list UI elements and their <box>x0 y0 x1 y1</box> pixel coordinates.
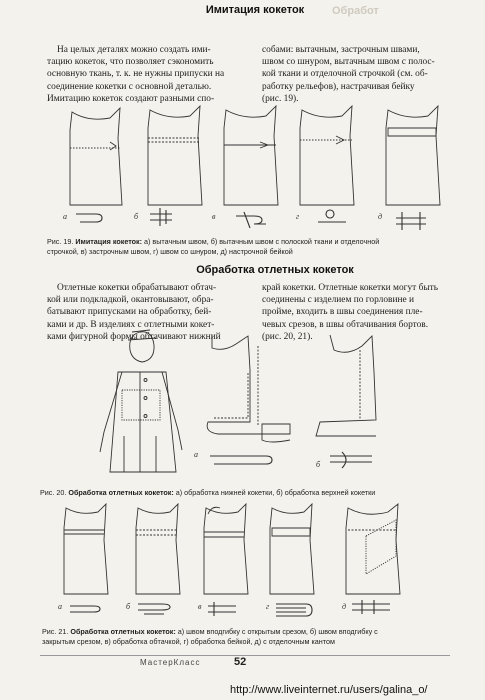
footer-brand: МастерКласс <box>140 658 201 667</box>
text-line: На целых деталях можно создать ими- <box>57 45 211 55</box>
text-line: чевых срезов, в швы обтачивания бортов. <box>262 319 429 330</box>
text-line: тацию кокеток, что позволяет сэкономить <box>47 57 214 68</box>
fig19-letter-v: в <box>212 212 216 221</box>
caption-bold: Обработка отлетных кокеток: <box>68 488 174 497</box>
fig21-letter-b: б <box>126 602 131 611</box>
caption-bold: Обработка отлетных кокеток: <box>70 627 176 636</box>
caption-text: а) обработка нижней кокетки, б) обработка верхней кокетки <box>173 488 376 497</box>
fig19-letter-d: д <box>378 212 383 221</box>
page-number: 52 <box>234 656 247 668</box>
text-line: ками фигурной формы обтачивают нижний <box>47 331 221 342</box>
fig19-letter-b: б <box>134 212 139 221</box>
caption-bold: Имитация кокеток: <box>75 237 143 246</box>
text-line: собами: вытачным, застрочным швами, <box>262 45 420 55</box>
text-line: основную ткань, т. к. не нужны припуски на <box>47 69 225 80</box>
text-line: Имитацию кокеток создают разными спо- <box>47 93 215 104</box>
text-line: кой или подкладкой, окантовывают, обра- <box>47 295 214 306</box>
caption-text: а) швом вподгибку с открытым срезом, б) швом вподгибку с <box>175 627 378 636</box>
caption-text: а) вытачным швом, б) вытачным швом с полоской ткани и отделочной <box>142 237 380 246</box>
fig20-letter-a: а <box>194 450 198 459</box>
text-line: соединены с изделием по горловине и <box>262 295 415 306</box>
bleed-through-header: Обработ <box>332 5 379 17</box>
caption-text: строчкой, в) застрочным швом, г) швом со шнуром, д) настрочной бейкой <box>47 247 293 256</box>
caption-text: закрытым срезом, в) обработка обтачкой, г) обработка бейкой, д) с отделочным кантом <box>42 637 335 646</box>
fig19-letter-g: г <box>296 212 300 221</box>
text-line: (рис. 20, 21). <box>262 331 313 342</box>
text-line: (рис. 19). <box>262 93 299 104</box>
fig21-letter-d: д <box>342 602 347 611</box>
text-line: пройме, входить в швы соединения пле- <box>262 307 423 318</box>
fig21-letter-v: в <box>198 602 202 611</box>
fig21-letter-g: г <box>266 602 270 611</box>
text-line: край кокетки. Отлетные кокетки могут быть <box>262 283 439 293</box>
fig21-pattern-a <box>64 504 108 594</box>
section-title-flying-yokes: Обработка отлетных кокеток <box>196 264 354 276</box>
caption-lead: Рис. 19. <box>47 237 76 246</box>
fig21-pattern-b <box>136 504 180 594</box>
fig21-pattern-v <box>204 504 248 594</box>
text-line: швом со шнуром, вытачным швом с полос- <box>262 57 435 68</box>
fig21-pattern-d <box>346 504 400 594</box>
fig21-pattern-g <box>270 504 314 594</box>
text-line: батывают припусками на обработку, бей- <box>47 307 212 318</box>
fig21-letter-a: а <box>58 602 62 611</box>
section-title-imitation: Имитация кокеток <box>205 4 305 16</box>
figure-21-caption <box>42 627 467 647</box>
text-line: соединение кокетки с основной деталью. <box>47 81 212 92</box>
fig19-letter-a: а <box>63 212 67 221</box>
caption-lead: Рис. 21. <box>42 627 71 636</box>
text-line: ками и др. В изделиях с отлетными кокет- <box>47 319 215 330</box>
text-line: работку рельефов), настрачивая бейку <box>262 81 415 92</box>
fig20-letter-b: б <box>316 460 321 469</box>
caption-lead: Рис. 20. <box>40 488 69 497</box>
text-line: кой ткани и отделочной строчкой (см. об- <box>262 69 428 80</box>
source-url: http://www.liveinternet.ru/users/galina_o/ <box>230 684 428 696</box>
text-line: Отлетные кокетки обрабатывают обтач- <box>57 283 217 293</box>
